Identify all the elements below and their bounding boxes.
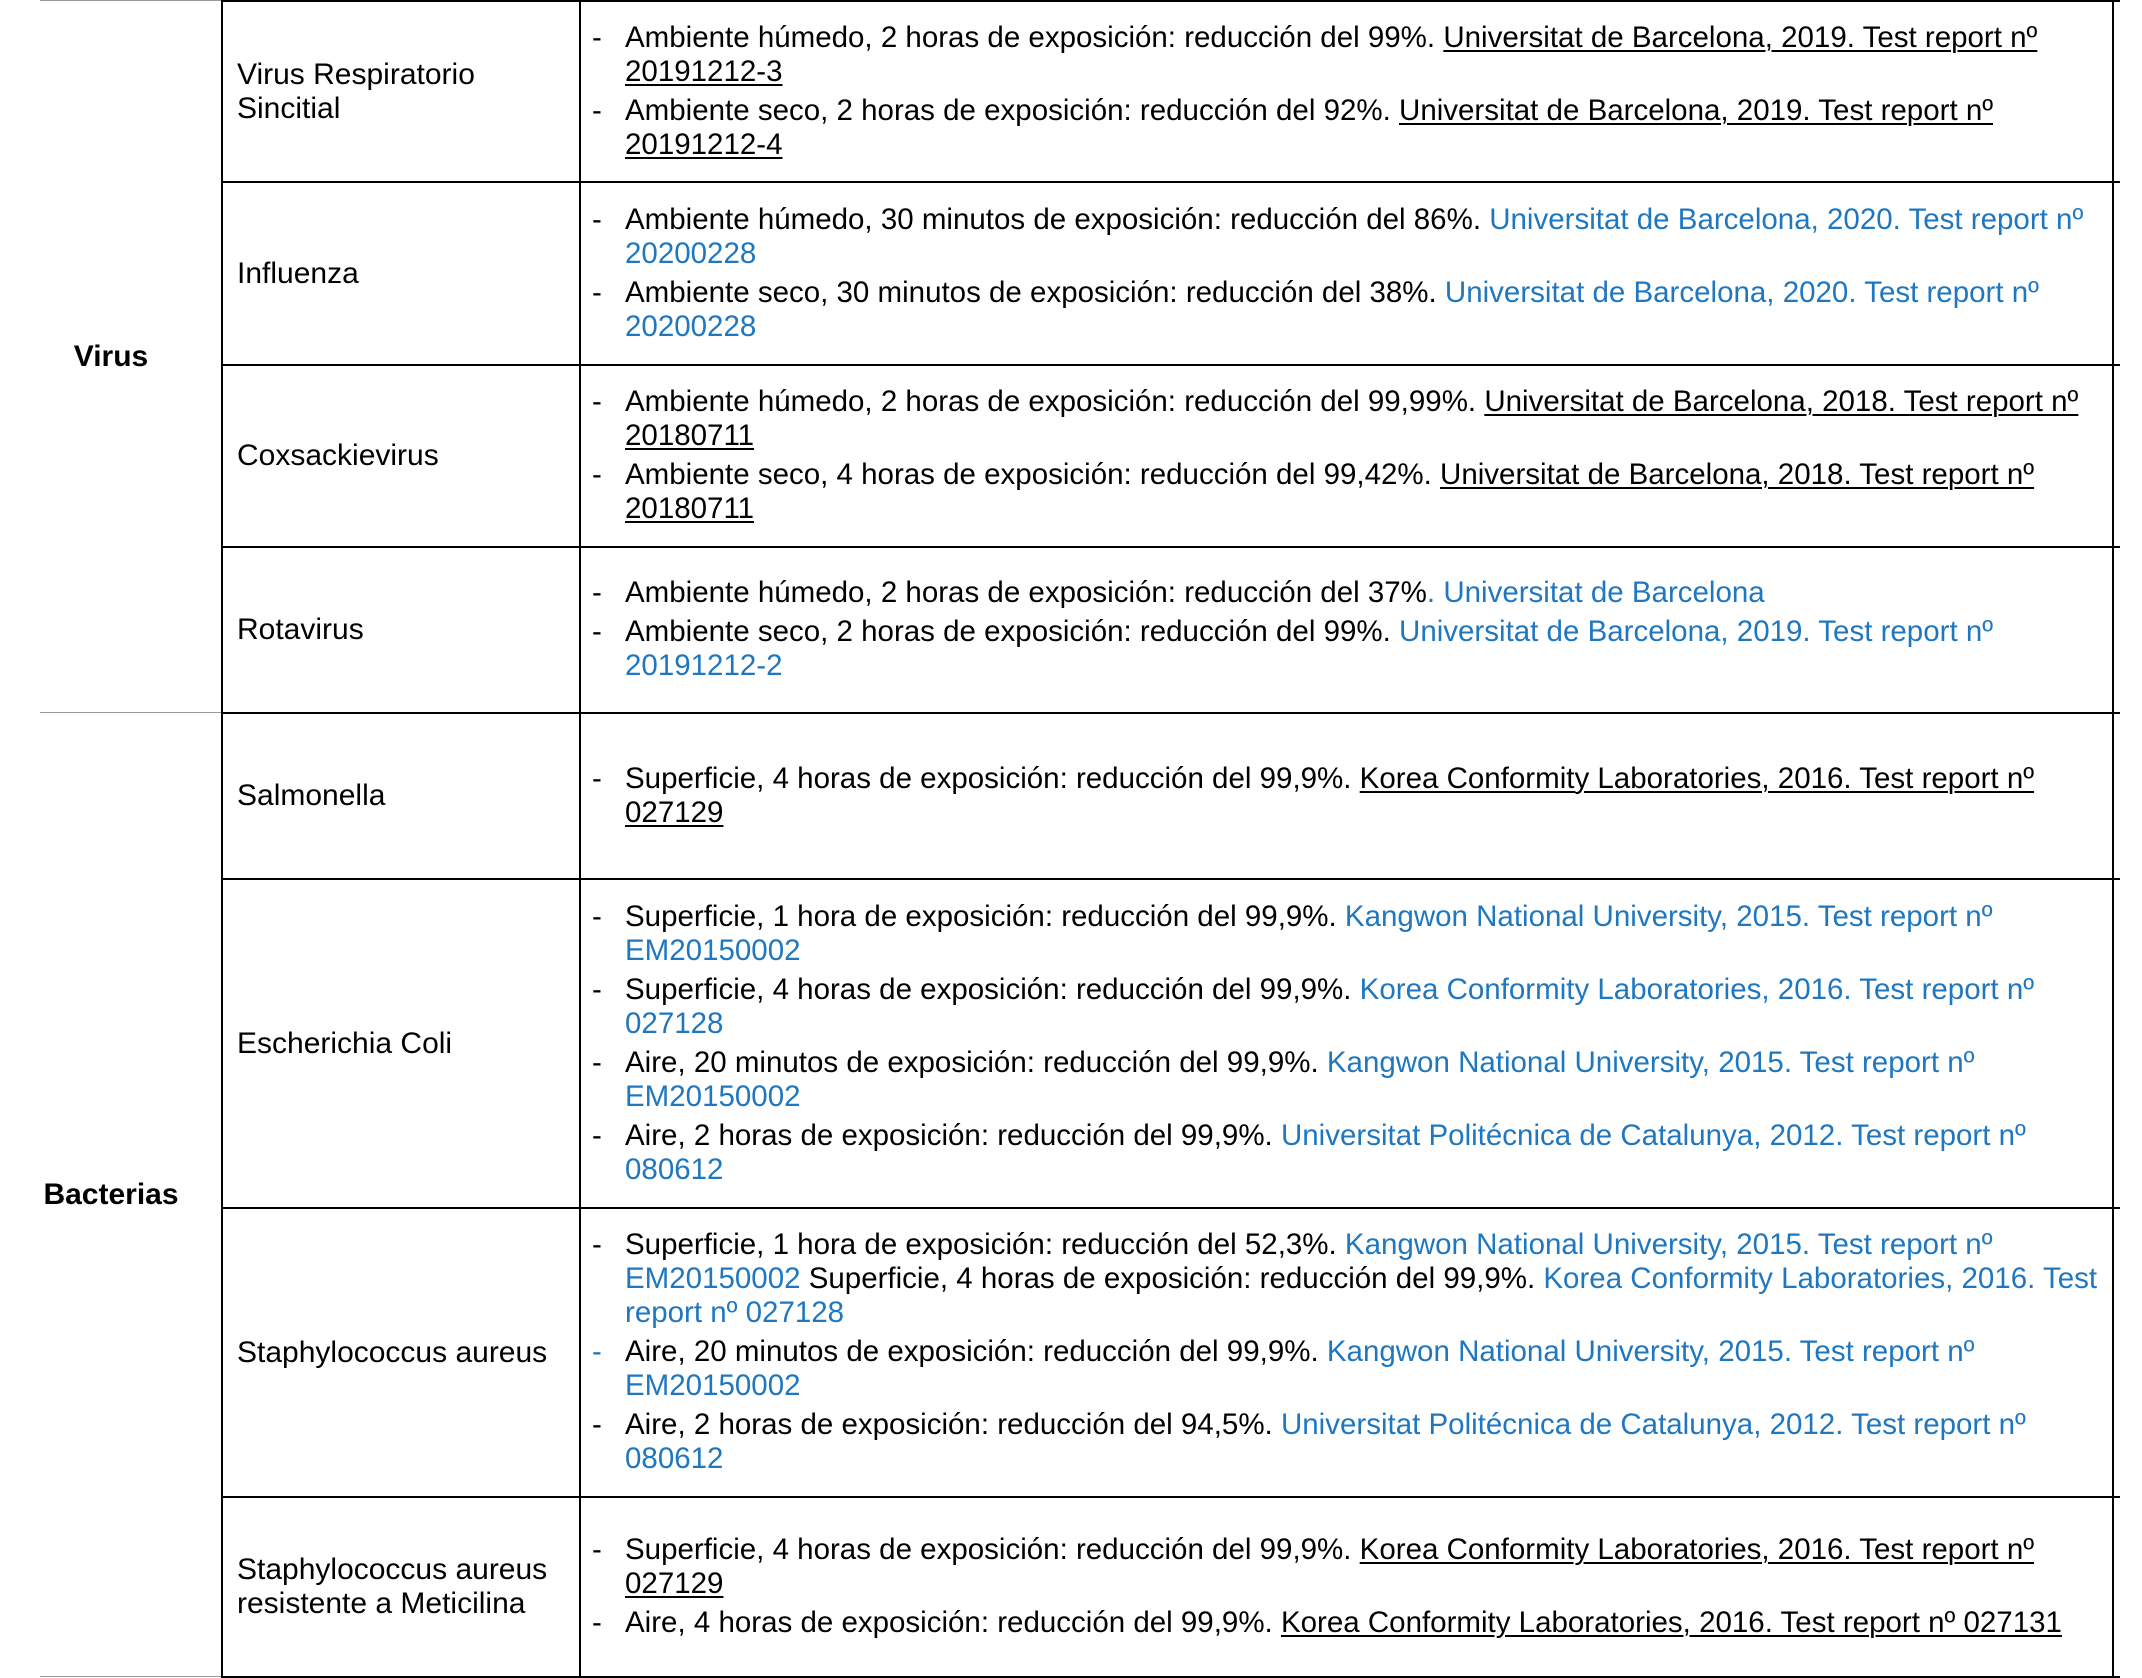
result-text: Aire, 4 horas de exposición: reducción del 99,9%. bbox=[625, 1606, 1281, 1639]
reference-link[interactable]: Korea Conformity Laboratories, 2016. Test report nº 027128 bbox=[625, 1262, 2098, 1329]
dash-bullet: - bbox=[592, 1045, 602, 1079]
dash-bullet: - bbox=[592, 385, 602, 418]
organism-cell bbox=[237, 1209, 567, 1496]
dash-bullet: - bbox=[592, 615, 602, 648]
result-text: Ambiente húmedo, 2 horas de exposición: reducción del 37% bbox=[625, 576, 1427, 609]
result-text: Aire, 2 horas de exposición: reducción del 99,9%. bbox=[625, 1118, 1281, 1152]
results-cell bbox=[592, 714, 2112, 878]
reference-link[interactable]: Universitat de Barcelona, 2020. Test report nº 20200228 bbox=[625, 202, 2084, 270]
result-text: Superficie, 4 horas de exposición: reducción del 99,9%. bbox=[625, 1533, 1360, 1566]
organism-cell bbox=[237, 183, 567, 364]
reference-link[interactable]: . Universitat de Barcelona bbox=[1426, 576, 1765, 609]
dash-bullet: - bbox=[592, 458, 602, 491]
results-cell bbox=[592, 1209, 2112, 1496]
result-text: Ambiente seco, 30 minutos de exposición: reducción del 38%. bbox=[625, 275, 1445, 309]
results-cell bbox=[592, 2, 2112, 181]
result-text: Ambiente húmedo, 2 horas de exposición: reducción del 99%. bbox=[625, 20, 1444, 54]
reference-link[interactable]: Korea Conformity Laboratories, 2016. Test report nº 027131 bbox=[1280, 1606, 2062, 1639]
organism-cell bbox=[237, 880, 567, 1207]
dash-bullet: - bbox=[592, 202, 602, 236]
result-item bbox=[592, 1119, 2112, 1187]
dash-bullet: - bbox=[592, 576, 602, 609]
result-text: Superficie, 4 horas de exposición: reducción del 99,9%. bbox=[800, 1262, 1544, 1295]
reference-link[interactable]: Kangwon National University, 2015. Test report nº EM20150002 bbox=[625, 1228, 1993, 1295]
result-item bbox=[592, 1228, 2112, 1330]
result-text: Superficie, 1 hora de exposición: reducción del 99,9%. bbox=[625, 899, 1345, 933]
result-item bbox=[592, 762, 2112, 830]
dash-bullet: - bbox=[592, 1118, 602, 1152]
reference-link[interactable]: Universitat de Barcelona, 2020. Test report nº 20200228 bbox=[625, 275, 2039, 343]
reference-link[interactable]: Kangwon National University, 2015. Test report nº EM20150002 bbox=[625, 1335, 1975, 1402]
organism-cell bbox=[237, 714, 567, 878]
result-item bbox=[592, 576, 2112, 610]
result-text: Superficie, 4 horas de exposición: reducción del 99,9%. bbox=[625, 761, 1360, 795]
result-item bbox=[592, 973, 2112, 1041]
result-text: Ambiente seco, 2 horas de exposición: reducción del 92%. bbox=[625, 93, 1400, 127]
organism-name: Coxsackievirus bbox=[237, 439, 439, 472]
result-item bbox=[592, 385, 2112, 453]
result-item bbox=[592, 615, 2112, 683]
organism-cell bbox=[237, 366, 567, 546]
column-divider-1 bbox=[221, 0, 223, 1678]
result-item bbox=[592, 21, 2112, 89]
dash-bullet: - bbox=[592, 972, 602, 1006]
results-cell bbox=[592, 1498, 2112, 1676]
result-text: Aire, 20 minutos de exposición: reducción del 99,9%. bbox=[625, 1045, 1327, 1079]
result-item bbox=[592, 1046, 2112, 1114]
dash-bullet: - bbox=[592, 1408, 602, 1441]
organism-cell bbox=[237, 1498, 567, 1676]
right-border bbox=[2112, 0, 2114, 1678]
organism-name: Virus Respiratorio Sincitial bbox=[237, 57, 475, 125]
result-item bbox=[592, 1533, 2112, 1601]
category-divider bbox=[40, 712, 222, 713]
result-item bbox=[592, 1408, 2112, 1476]
organism-cell bbox=[237, 548, 567, 712]
result-item bbox=[592, 94, 2112, 162]
bottom-rule-left bbox=[40, 1676, 222, 1677]
reference-link[interactable]: Universitat Politécnica de Catalunya, 2012. Test report nº 080612 bbox=[625, 1408, 2026, 1475]
reference-link[interactable]: Korea Conformity Laboratories, 2016. Test report nº 027129 bbox=[625, 1533, 2035, 1600]
result-item bbox=[592, 203, 2112, 271]
results-cell bbox=[592, 366, 2112, 546]
result-text: Superficie, 1 hora de exposición: reducción del 52,3%. bbox=[625, 1228, 1345, 1261]
organism-name: Escherichia Coli bbox=[237, 1026, 453, 1060]
top-rule-left bbox=[40, 0, 222, 1]
result-item bbox=[592, 900, 2112, 968]
dash-bullet: - bbox=[592, 20, 602, 54]
organism-name: Salmonella bbox=[237, 779, 386, 812]
reference-link[interactable]: Kangwon National University, 2015. Test report nº EM20150002 bbox=[625, 899, 1993, 967]
organism-name: Influenza bbox=[237, 256, 359, 290]
result-text: Aire, 20 minutos de exposición: reducción del 99,9%. bbox=[625, 1335, 1327, 1368]
organism-name: Staphylococcus aureus resistente a Meticilina bbox=[237, 1553, 548, 1620]
reference-link[interactable]: Kangwon National University, 2015. Test report nº EM20150002 bbox=[625, 1045, 1975, 1113]
dash-bullet: - bbox=[592, 275, 602, 309]
reference-link[interactable]: Universitat de Barcelona, 2019. Test report nº 20191212-2 bbox=[625, 615, 1994, 682]
organism-name: Rotavirus bbox=[237, 613, 364, 646]
reference-link[interactable]: Universitat Politécnica de Catalunya, 2012. Test report nº 080612 bbox=[625, 1118, 2026, 1186]
result-text: Superficie, 4 horas de exposición: reducción del 99,9%. bbox=[625, 972, 1360, 1006]
dash-bullet: - bbox=[592, 1335, 602, 1368]
result-item bbox=[592, 276, 2112, 344]
reference-link[interactable]: Universitat de Barcelona, 2018. Test report nº 20180711 bbox=[625, 385, 2079, 452]
dash-bullet: - bbox=[592, 899, 602, 933]
category-bacterias: Bacterias bbox=[43, 1178, 179, 1211]
results-cell bbox=[592, 880, 2112, 1207]
result-item bbox=[592, 458, 2112, 526]
reference-link[interactable]: Universitat de Barcelona, 2019. Test report nº 20191212-4 bbox=[625, 93, 1994, 161]
category-virus: Virus bbox=[73, 340, 149, 373]
column-divider-2 bbox=[579, 0, 581, 1678]
reference-link[interactable]: Universitat de Barcelona, 2018. Test report nº 20180711 bbox=[625, 458, 2035, 525]
dash-bullet: - bbox=[592, 761, 602, 795]
reference-link[interactable]: Universitat de Barcelona, 2019. Test report nº 20191212-3 bbox=[625, 20, 2038, 88]
results-cell bbox=[592, 548, 2112, 712]
dash-bullet: - bbox=[592, 1228, 602, 1261]
result-text: Ambiente seco, 4 horas de exposición: reducción del 99,42%. bbox=[625, 458, 1441, 491]
result-text: Ambiente húmedo, 2 horas de exposición: reducción del 99,99%. bbox=[625, 385, 1485, 418]
result-text: Ambiente seco, 2 horas de exposición: reducción del 99%. bbox=[625, 615, 1400, 648]
result-item bbox=[592, 1335, 2112, 1403]
reference-link[interactable]: Korea Conformity Laboratories, 2016. Test report nº 027129 bbox=[625, 761, 2035, 829]
result-item bbox=[592, 1606, 2112, 1640]
result-text: Ambiente húmedo, 30 minutos de exposición: reducción del 86%. bbox=[625, 202, 1490, 236]
dash-bullet: - bbox=[592, 93, 602, 127]
organism-cell bbox=[237, 2, 567, 181]
dash-bullet: - bbox=[592, 1533, 602, 1566]
dash-bullet: - bbox=[592, 1606, 602, 1639]
reference-link[interactable]: Korea Conformity Laboratories, 2016. Test report nº 027128 bbox=[625, 972, 2035, 1040]
organism-name: Staphylococcus aureus bbox=[237, 1335, 548, 1369]
results-cell bbox=[592, 183, 2112, 364]
result-text: Aire, 2 horas de exposición: reducción del 94,5%. bbox=[625, 1408, 1281, 1441]
